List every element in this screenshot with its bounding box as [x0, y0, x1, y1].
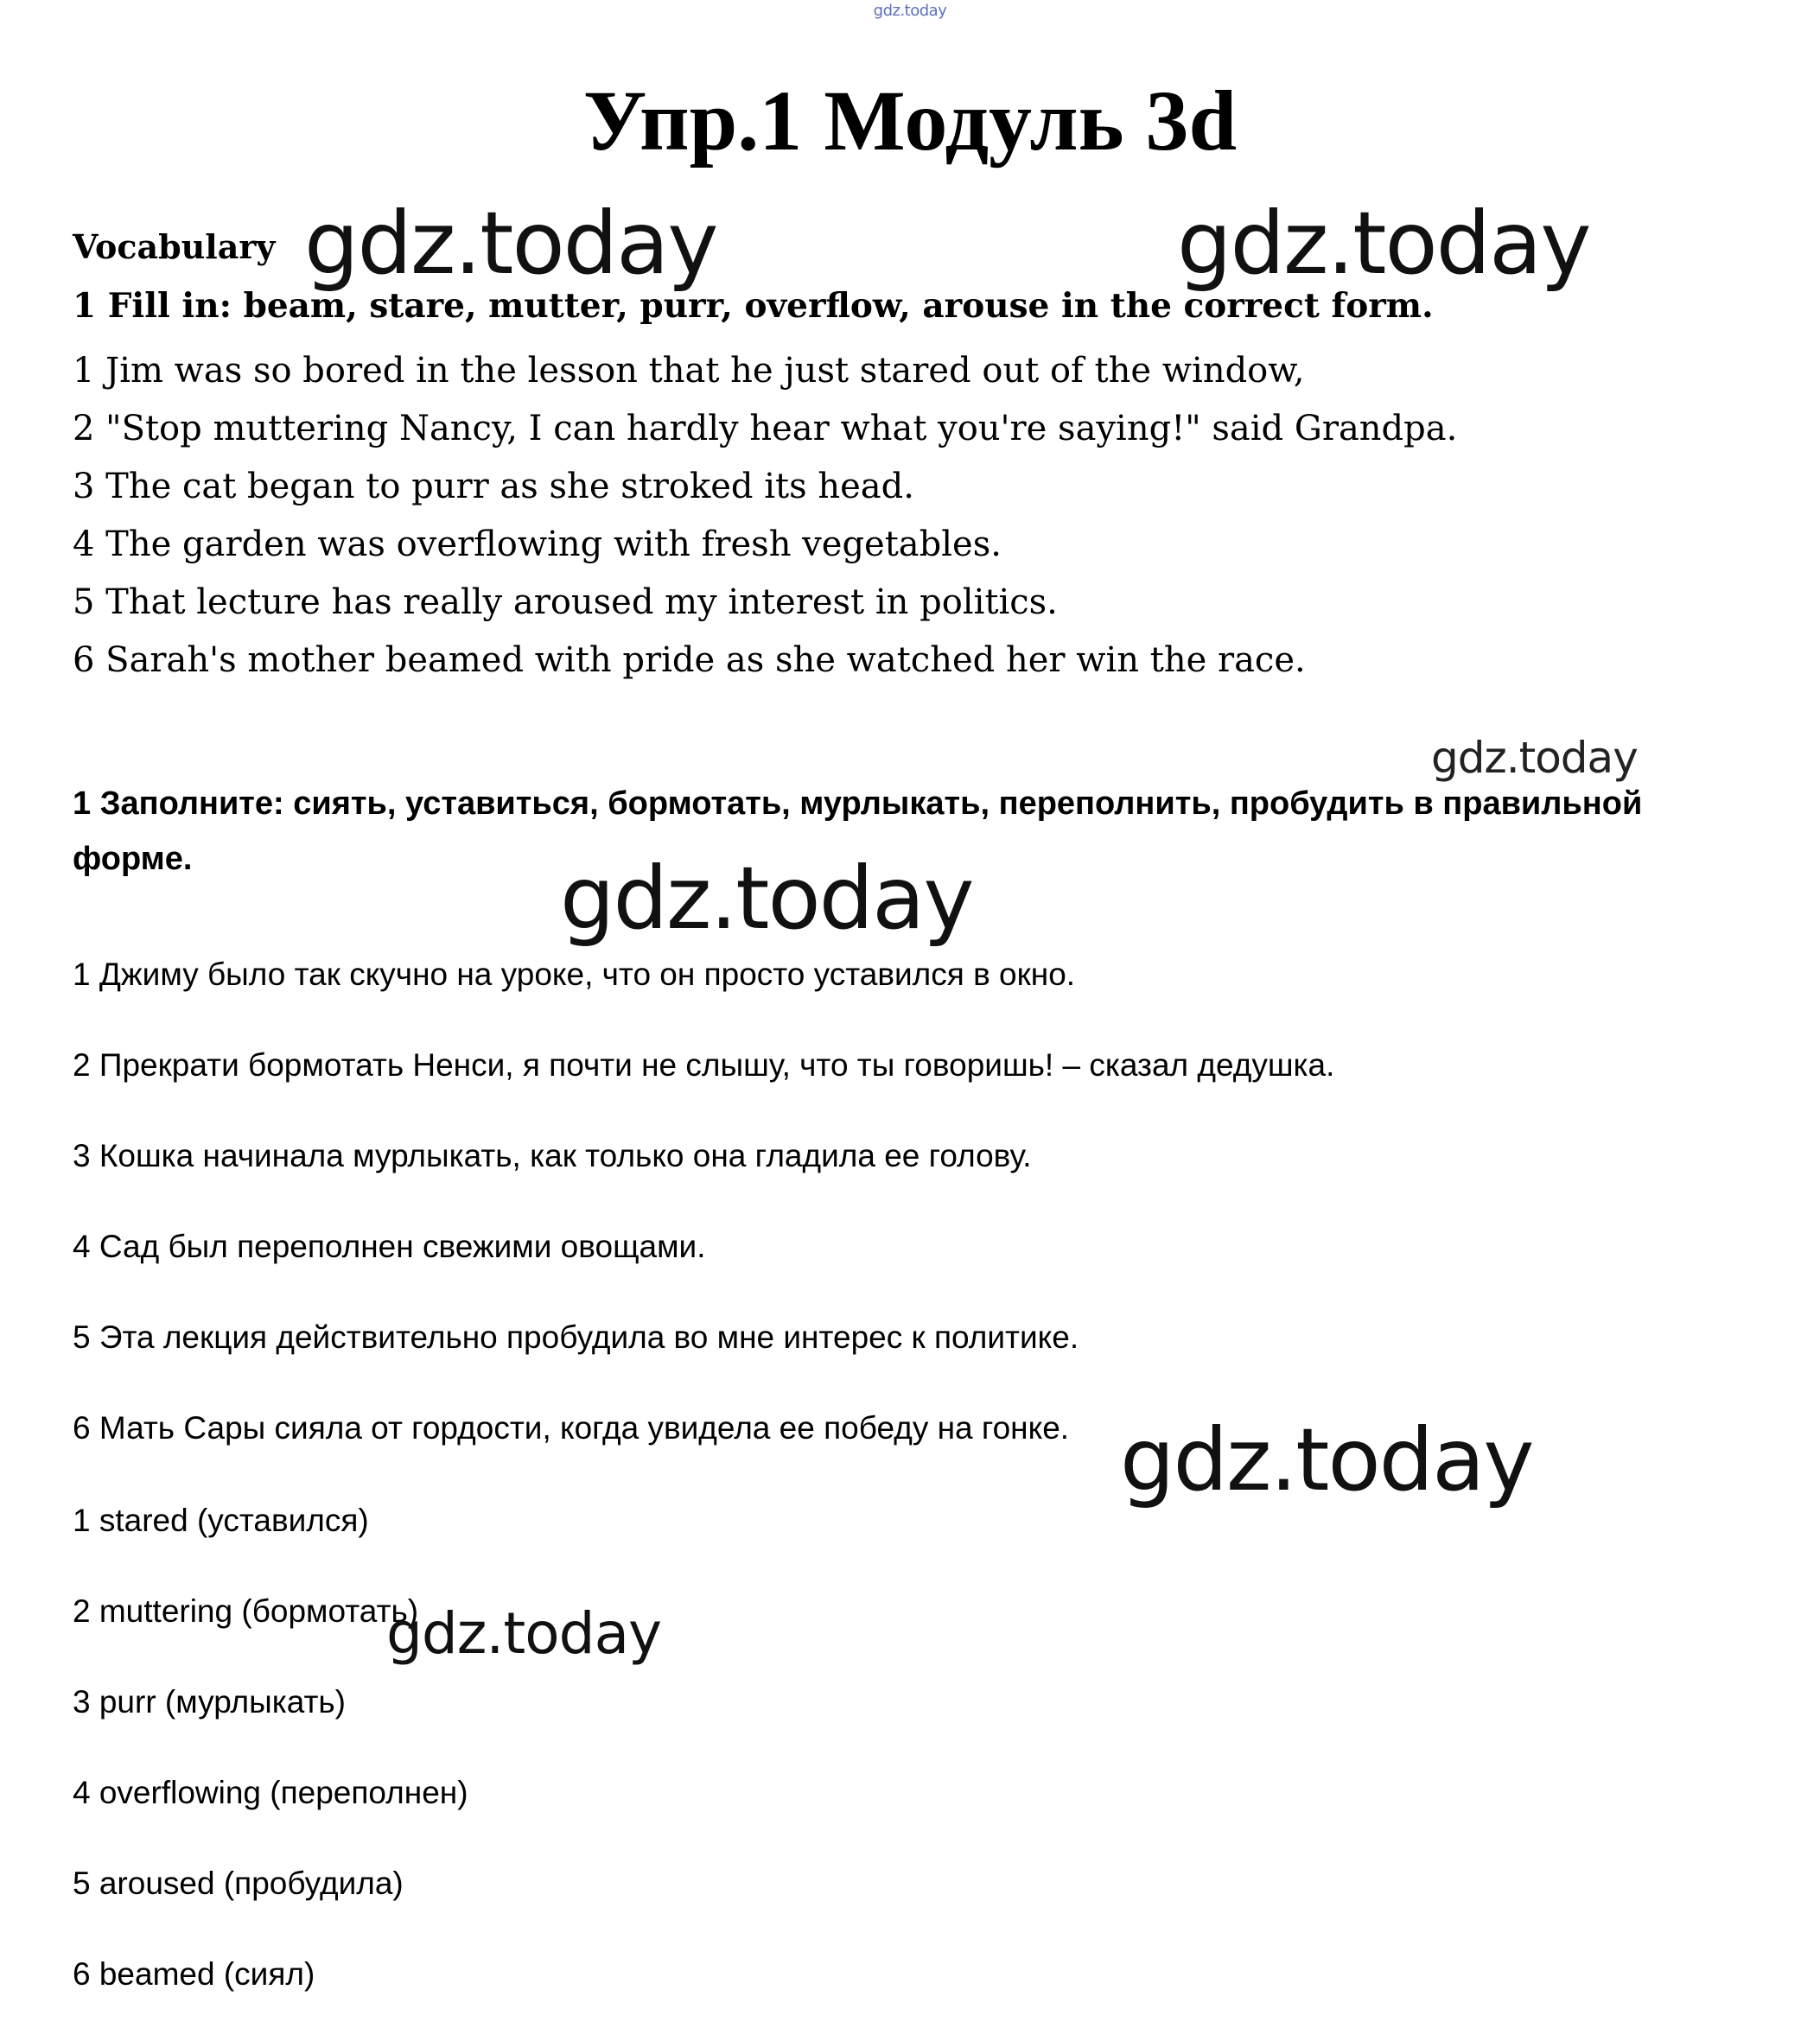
answer-list — [73, 1475, 468, 2019]
russian-sentence: 6 Мать Сары сияла от гордости, когда увидела ее победу на гонке. — [73, 1410, 1070, 1446]
answer-item: 4 overflowing (переполнен) — [73, 1775, 468, 1810]
russian-sentence: 1 Джиму было так скучно на уроке, что он просто уставился в окно. — [73, 957, 1076, 992]
russian-sentence: 3 Кошка начинала мурлыкать, как только она гладила ее голову. — [73, 1138, 1032, 1173]
watermark: gdz.today — [1120, 1409, 1533, 1510]
english-sentence: 1 Jim was so bored in the lesson that he just stared out of the window, — [73, 351, 1305, 391]
watermark: gdz.today — [1431, 733, 1638, 783]
english-sentence: 6 Sarah's mother beamed with pride as she watched her win the race. — [73, 640, 1306, 680]
watermark: gdz.today — [304, 193, 717, 294]
exercise-heading-english: 1 Fill in: beam, stare, mutter, purr, overflow, arouse in the correct form. — [73, 286, 1434, 326]
russian-sentence: 4 Сад был переполнен свежими овощами. — [73, 1229, 706, 1264]
russian-sentences — [73, 929, 1334, 1473]
russian-sentence: 2 Прекрати бормотать Ненси, я почти не слышу, что ты говоришь! – сказал дедушка. — [73, 1047, 1335, 1083]
watermark: gdz.today — [1177, 193, 1590, 294]
english-sentence: 5 That lecture has really aroused my interest in politics. — [73, 582, 1058, 622]
exercise-heading-russian: 1 Заполните: сиять, уставиться, бормотать, мурлыкать, переполнить, пробудить в правильной форме. — [73, 785, 1643, 877]
header-watermark: gdz.today — [873, 2, 947, 20]
answer-item: 1 stared (уставился) — [73, 1503, 369, 1538]
answer-item: 3 purr (мурлыкать) — [73, 1684, 346, 1720]
section-label-vocabulary: Vocabulary — [73, 227, 276, 266]
watermark: gdz.today — [560, 848, 973, 949]
russian-sentence: 5 Эта лекция действительно пробудила во мне интерес к политике. — [73, 1319, 1079, 1355]
english-sentences — [73, 342, 1457, 690]
english-sentence: 4 The garden was overflowing with fresh vegetables. — [73, 524, 1002, 564]
watermark: gdz.today — [386, 1600, 662, 1667]
english-sentence: 3 The cat began to purr as she stroked its head. — [73, 467, 914, 506]
answer-item: 2 muttering (бормотать) — [73, 1593, 419, 1629]
answer-item: 6 beamed (сиял) — [73, 1956, 315, 1992]
english-sentence: 2 "Stop muttering Nancy, I can hardly hear what you're saying!" said Grandpa. — [73, 409, 1458, 448]
answer-item: 5 aroused (пробудила) — [73, 1866, 404, 1901]
page-title: Упр.1 Модуль 3d — [582, 73, 1238, 168]
